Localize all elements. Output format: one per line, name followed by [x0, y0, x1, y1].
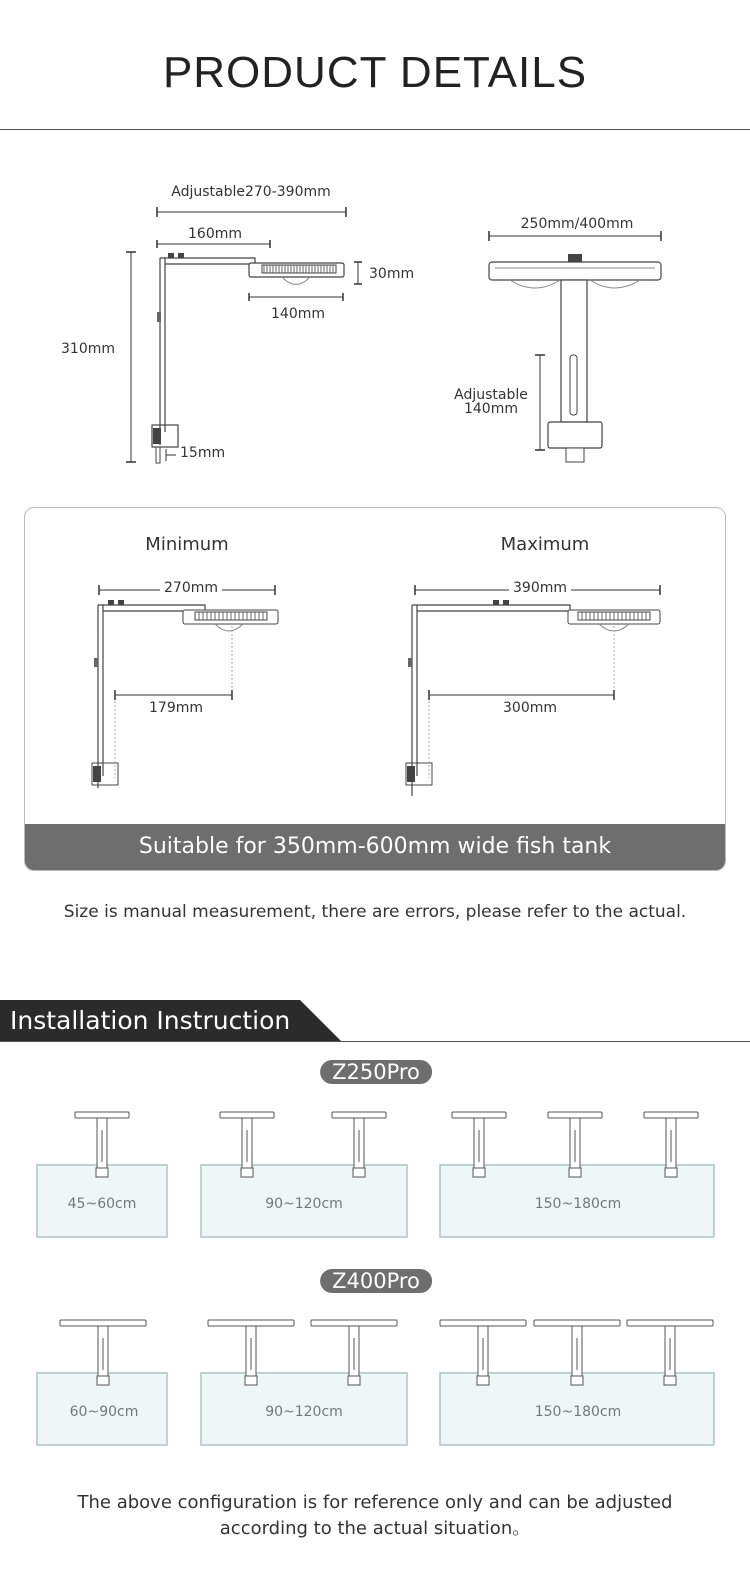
front-adjust-line1: Adjustable — [454, 387, 528, 403]
model-badge-z400pro: Z400Pro — [320, 1269, 432, 1293]
footer-line-1: The above configuration is for reference only and can be adjusted — [77, 1492, 673, 1513]
z250-tank-label-2: 90~120cm — [265, 1196, 343, 1212]
z250-tank-label-1: 45~60cm — [67, 1196, 137, 1212]
clamp-gap-label: 15mm — [180, 445, 226, 461]
footer-line-2: according to the actual situation。 — [219, 1518, 531, 1539]
installation-divider — [0, 1041, 750, 1042]
front-adjustable-label — [454, 388, 528, 416]
footer-note — [0, 1490, 750, 1542]
z400-tank-label-3: 150~180cm — [534, 1404, 622, 1420]
range-drawings — [25, 508, 725, 828]
z400-tank-label-2: 90~120cm — [265, 1404, 343, 1420]
arm-length-label: 160mm — [188, 226, 242, 242]
total-height-label: 310mm — [61, 341, 115, 357]
light-length-label: 140mm — [271, 306, 325, 322]
measurement-disclaimer: Size is manual measurement, there are errors, please refer to the actual. — [63, 902, 687, 922]
front-adjust-line2: 140mm — [463, 401, 518, 417]
range-panel — [24, 507, 726, 871]
maximum-title: Maximum — [500, 534, 590, 555]
z250-tank-label-3: 150~180cm — [534, 1196, 622, 1212]
page-title: PRODUCT DETAILS — [162, 48, 588, 97]
installation-title: Installation Instruction — [10, 1006, 291, 1035]
minimum-span-label: 270mm — [160, 580, 222, 596]
maximum-offset-label: 300mm — [503, 700, 557, 716]
light-height-label: 30mm — [369, 266, 415, 282]
z400-tank-label-1: 60~90cm — [69, 1404, 139, 1420]
minimum-title: Minimum — [145, 534, 229, 555]
dimension-drawings — [0, 0, 750, 500]
model-badge-z250pro: Z250Pro — [320, 1060, 432, 1084]
maximum-span-label: 390mm — [509, 580, 571, 596]
adjustable-range-label: Adjustable270-390mm — [171, 184, 331, 200]
front-width-label: 250mm/400mm — [520, 216, 634, 232]
tank-width-banner: Suitable for 350mm-600mm wide fish tank — [25, 824, 725, 870]
minimum-offset-label: 179mm — [149, 700, 203, 716]
